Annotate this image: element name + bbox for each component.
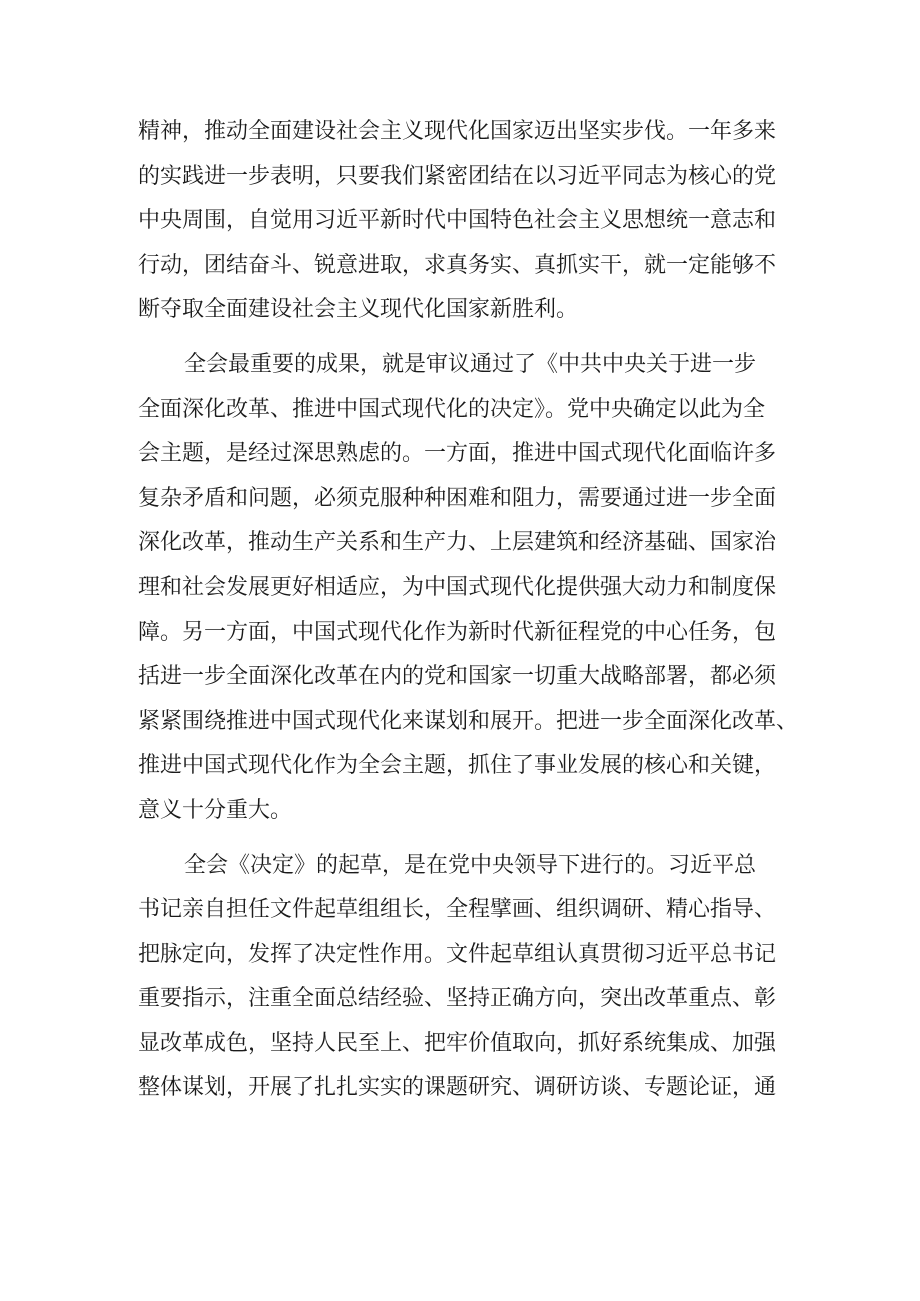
- text-line: 全会《决定》的起草，是在党中央领导下进行的。习近平总: [184, 852, 757, 878]
- text-line: 会主题，是经过深思熟虑的。一方面，推进中国式现代化面临许多: [138, 441, 777, 467]
- text-line: 把脉定向，发挥了决定性作用。文件起草组认真贯彻习近平总书记: [138, 941, 777, 967]
- text-line: 重要指示，注重全面总结经验、坚持正确方向，突出改革重点、彰: [138, 986, 777, 1012]
- text-line: 紧紧围绕推进中国式现代化来谋划和展开。把进一步全面深化改革、: [138, 708, 799, 734]
- text-line: 断夺取全面建设社会主义现代化国家新胜利。: [138, 297, 579, 323]
- text-line: 全会最重要的成果，就是审议通过了《中共中央关于进一步: [184, 351, 757, 377]
- paragraph-2: [138, 343, 818, 834]
- text-line: 显改革成色，坚持人民至上、把牢价值取向，抓好系统集成、加强: [138, 1030, 777, 1056]
- text-line: 中央周围，自觉用习近平新时代中国特色社会主义思想统一意志和: [138, 208, 777, 234]
- text-line: 障。另一方面，中国式现代化作为新时代新征程党的中心任务，包: [138, 619, 777, 645]
- text-line: 全面深化改革、推进中国式现代化的决定》。党中央确定以此为全: [138, 396, 766, 422]
- text-line: 括进一步全面深化改革在内的党和国家一切重大战略部署，都必须: [138, 664, 777, 690]
- text-line: 深化改革，推动生产关系和生产力、上层建筑和经济基础、国家治: [138, 530, 777, 556]
- text-line: 书记亲自担任文件起草组组长，全程擘画、组织调研、精心指导、: [138, 897, 777, 923]
- text-line: 行动，团结奋斗、锐意进取，求真务实、真抓实干，就一定能够不: [138, 252, 777, 278]
- text-line: 意义十分重大。: [138, 797, 293, 823]
- paragraph-1: [138, 110, 818, 333]
- text-line: 的实践进一步表明，只要我们紧密团结在以习近平同志为核心的党: [138, 163, 777, 189]
- paragraph-3: [138, 844, 818, 1112]
- document-body: [138, 110, 818, 1111]
- text-line: 整体谋划，开展了扎扎实实的课题研究、调研访谈、专题论证，通: [138, 1075, 777, 1101]
- text-line: 推进中国式现代化作为全会主题，抓住了事业发展的核心和关键，: [138, 753, 777, 779]
- text-line: 复杂矛盾和问题，必须克服种种困难和阻力，需要通过进一步全面: [138, 485, 777, 511]
- text-line: 理和社会发展更好相适应，为中国式现代化提供强大动力和制度保: [138, 574, 777, 600]
- text-line: 精神，推动全面建设社会主义现代化国家迈出坚实步伐。一年多来: [138, 119, 777, 144]
